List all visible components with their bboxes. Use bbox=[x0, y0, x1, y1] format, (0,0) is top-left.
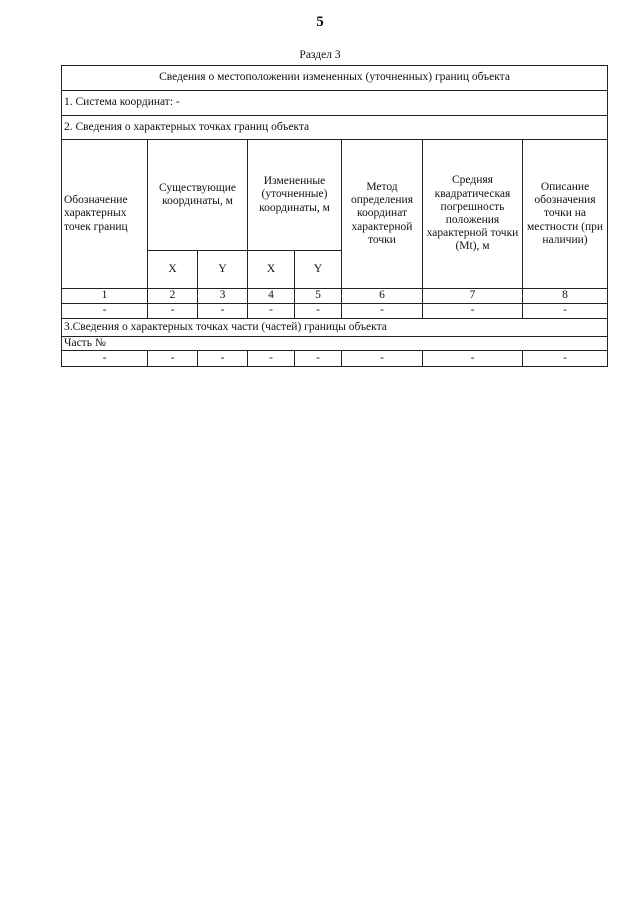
table-row bbox=[62, 351, 608, 367]
table-title: Сведения о местоположении измененных (уточненных) границ объекта bbox=[62, 66, 608, 91]
section-label: Раздел 3 bbox=[299, 49, 341, 61]
header-method: Метод определения координат характерной точки bbox=[342, 140, 423, 289]
points-heading-row: 2. Сведения о характерных точках границ объекта bbox=[62, 116, 608, 140]
table-cell: - bbox=[295, 304, 342, 319]
header-existing-y: Y bbox=[198, 251, 248, 289]
part-number-row: Часть № bbox=[62, 337, 608, 351]
header-changed-coords: Измененные (уточненные) координаты, м bbox=[248, 140, 342, 251]
column-number: 5 bbox=[295, 289, 342, 304]
table-cell: - bbox=[148, 304, 198, 319]
table-cell: - bbox=[523, 351, 608, 367]
table-cell: - bbox=[62, 351, 148, 367]
table-cell: - bbox=[295, 351, 342, 367]
table-cell: - bbox=[342, 351, 423, 367]
column-number: 2 bbox=[148, 289, 198, 304]
table-cell: - bbox=[148, 351, 198, 367]
column-number: 6 bbox=[342, 289, 423, 304]
page-number: 5 bbox=[316, 14, 324, 30]
column-number: 8 bbox=[523, 289, 608, 304]
column-number: 7 bbox=[423, 289, 523, 304]
header-existing-x: X bbox=[148, 251, 198, 289]
table-row bbox=[62, 304, 608, 319]
coord-system-row: 1. Система координат: - bbox=[62, 91, 608, 116]
column-number: 4 bbox=[248, 289, 295, 304]
boundary-table bbox=[61, 65, 608, 367]
header-description: Описание обозначения точки на местности (при наличии) bbox=[523, 140, 608, 289]
table-cell: - bbox=[198, 304, 248, 319]
table-cell: - bbox=[248, 351, 295, 367]
table-cell: - bbox=[198, 351, 248, 367]
header-error: Средняя квадратическая погрешность положения характерной точки (Mt), м bbox=[423, 140, 523, 289]
column-number: 3 bbox=[198, 289, 248, 304]
header-changed-y: Y bbox=[295, 251, 342, 289]
table-cell: - bbox=[342, 304, 423, 319]
column-numbers-row bbox=[62, 289, 608, 304]
parts-heading-row: 3.Сведения о характерных точках части (частей) границы объекта bbox=[62, 319, 608, 337]
table-cell: - bbox=[423, 351, 523, 367]
table-cell: - bbox=[523, 304, 608, 319]
header-changed-x: X bbox=[248, 251, 295, 289]
header-existing-coords: Существующие координаты, м bbox=[148, 140, 248, 251]
column-number: 1 bbox=[62, 289, 148, 304]
table-cell: - bbox=[248, 304, 295, 319]
table-cell: - bbox=[62, 304, 148, 319]
table-cell: - bbox=[423, 304, 523, 319]
header-designation: Обозначение характерных точек границ bbox=[62, 140, 148, 289]
